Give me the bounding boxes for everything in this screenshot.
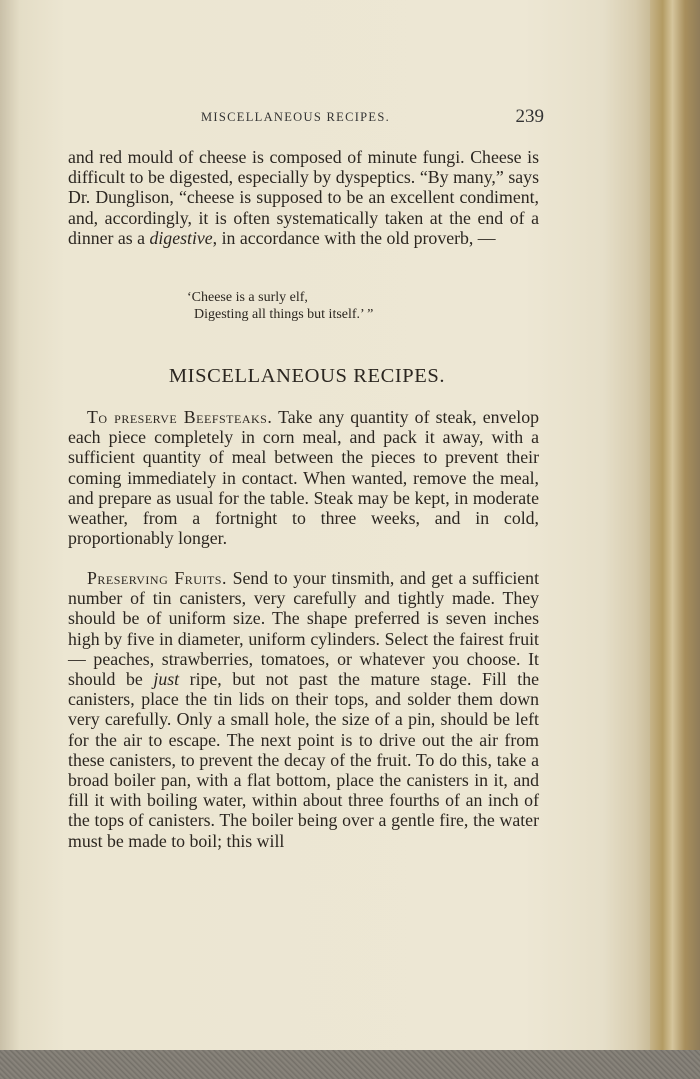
paragraph-text: , in accordance with the old proverb, — <box>212 227 496 248</box>
recipe-preserving-fruits <box>68 568 539 851</box>
running-head <box>68 106 546 130</box>
running-head-title: MISCELLANEOUS RECIPES. <box>201 110 391 124</box>
recipe-body: Send to your tinsmith, and get a sufficient number of tin canisters, very carefully and tightly made. They should be of uniform size. The shape preferred is seven inches high by five in diameter, uniform cylinders. Select the fairest fruit — peaches, strawberries, tomatoes, or whatever you choose. It should be <box>68 568 540 690</box>
page-number: 239 <box>515 106 544 127</box>
italic-word: digestive <box>149 227 213 248</box>
proverb-quote <box>187 289 487 323</box>
recipe-heading: To preserve Beefsteaks. <box>87 407 273 427</box>
recipe-body: ripe, but not past the mature stage. Fill the canisters, place the tin lids on their tops, and solder them down very carefully. Only a small hole, the size of a pin, should be left for the air to escape. The next point is to drive out the air from these canisters, to prevent the decay of the fruit. To do this, take a broad boiler pan, with a flat bottom, place the canisters in it, and fill it with boiling water, within about three fourths of an inch of the tops of canisters. The boiler being over a gentle fire, the water must be made to boil; this will <box>68 669 539 851</box>
quote-line: ‘Cheese is a surly elf, <box>187 290 308 305</box>
recipe-beefsteaks <box>68 407 539 548</box>
paragraph-cheese <box>68 147 539 248</box>
recipe-body: Take any quantity of steak, envelop each piece completely in corn meal, and pack it away, with a sufficient quantity of meal between the pieces to prevent their coming immediately in contact. When wanted, remove the meal, and prepare as usual for the table. Steak may be kept, in moderate weather, from a fortnight to three weeks, and in cold, proportionably longer. <box>68 407 539 549</box>
italic-word: just <box>153 669 180 690</box>
quote-line: Digesting all things but itself.’ ” <box>194 307 374 322</box>
recipe-heading: Preserving Fruits. <box>87 568 227 588</box>
paragraph-text: and red mould of cheese is composed of minute fungi. Cheese is difficult to be digested, especially by dyspeptics. “By many,” says Dr. Dunglison, “cheese is supposed to be an excellent condiment, and, accordingly, it is often systematically taken at the end of a dinner as a <box>68 147 539 248</box>
book-cover-edge <box>0 1050 700 1079</box>
page-edge <box>650 0 700 1055</box>
section-title: MISCELLANEOUS RECIPES. <box>168 365 446 387</box>
